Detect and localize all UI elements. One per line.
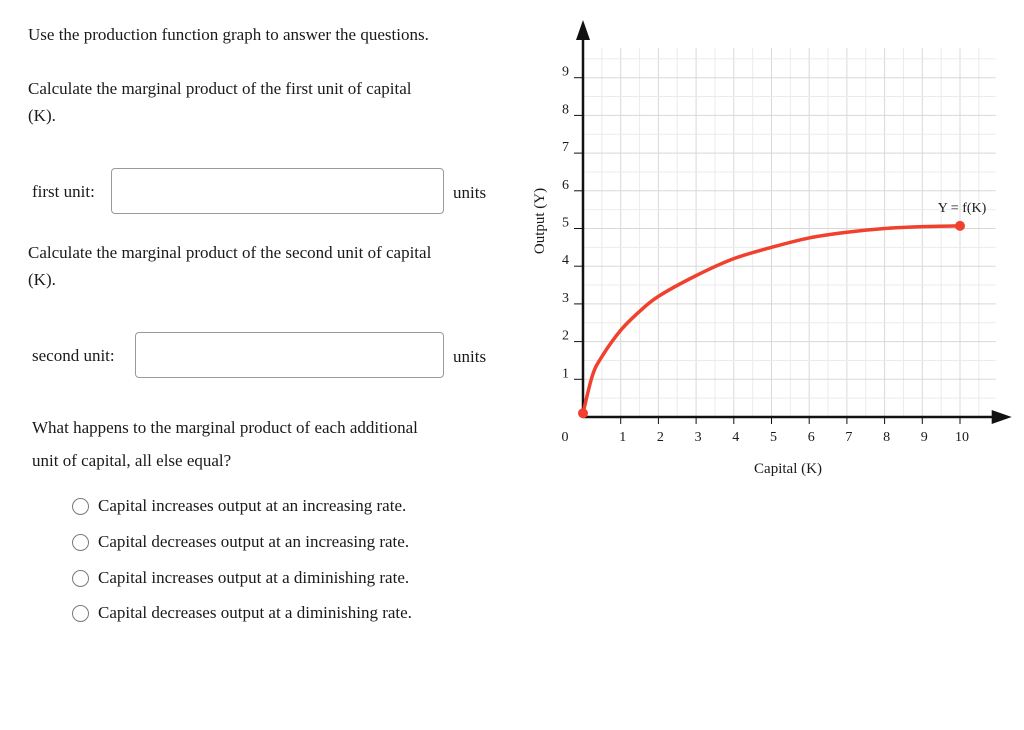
x-axis-label: Capital (K) [754, 461, 822, 477]
question-2-line2: (K). [28, 270, 56, 289]
question-2-line1: Calculate the marginal product of the second unit of capital [28, 243, 432, 262]
question-3-line2: unit of capital, all else equal? [32, 451, 232, 470]
x-axis-arrow [992, 410, 1012, 424]
question-3-line1: What happens to the marginal product of each additional [32, 418, 418, 437]
y-axis-arrow [576, 20, 590, 40]
first-unit-label: first unit: [32, 182, 95, 201]
y-tick-label: 2 [562, 328, 569, 344]
y-tick-label: 5 [562, 215, 569, 231]
y-tick-label: 7 [562, 140, 569, 156]
option-2-label[interactable]: Capital decreases output at an increasing rate. [98, 532, 410, 551]
second-unit-units: units [453, 347, 487, 366]
x-tick-label: 9 [920, 430, 928, 445]
chart-ticks [562, 65, 970, 445]
x-tick-label: 1 [619, 430, 627, 445]
chart-axes [576, 20, 1012, 424]
x-tick-label: 8 [883, 430, 891, 445]
x-tick-label: 7 [845, 430, 853, 445]
option-1-label[interactable]: Capital increases output at an increasing rate. [98, 496, 407, 515]
y-tick-label: 9 [562, 64, 569, 80]
curve-start-point [578, 408, 588, 418]
curve-label: Y = f(K) [937, 200, 987, 216]
curve-end-point [955, 221, 965, 231]
y-tick-label: 4 [562, 253, 569, 269]
x-tick-label: 5 [770, 430, 777, 445]
x-tick-label: 2 [656, 430, 664, 445]
instructions-text: Use the production function graph to answer the questions. [28, 25, 429, 44]
x-tick-label: 4 [732, 430, 740, 445]
x-tick-label: 6 [807, 430, 815, 445]
y-tick-label: 3 [562, 290, 569, 306]
y-tick-label: 8 [562, 102, 569, 118]
y-tick-label: 6 [562, 177, 569, 193]
chart-grid [583, 48, 996, 417]
second-unit-label: second unit: [32, 346, 115, 365]
x-tick-label: 3 [694, 430, 702, 445]
y-axis-label: Output (Y) [532, 187, 548, 255]
option-4-label[interactable]: Capital decreases output at a diminishing rate. [98, 603, 412, 622]
question-1-line2: (K). [28, 106, 56, 125]
option-3-label[interactable]: Capital increases output at a diminishing rate. [98, 568, 410, 587]
x-tick-label: 10 [955, 430, 969, 445]
first-unit-units: units [453, 183, 487, 202]
question-1-line1: Calculate the marginal product of the first unit of capital [28, 79, 412, 98]
y-tick-label: 1 [562, 366, 569, 382]
x-tick-label: 0 [561, 430, 569, 445]
